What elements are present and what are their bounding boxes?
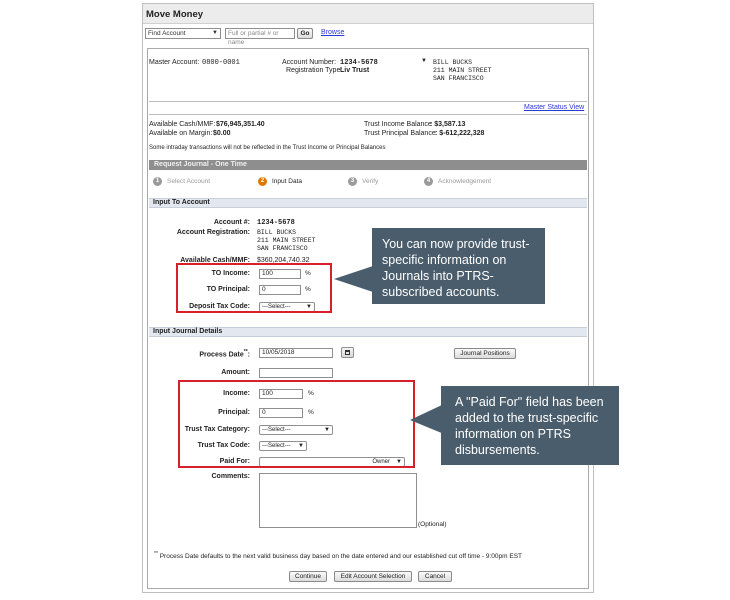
divider (149, 101, 587, 102)
trust-tax-code-value: ---Select--- (262, 443, 291, 449)
account-number-field-label: Account #: (213, 219, 250, 226)
input-to-account-heading: Input To Account (149, 198, 587, 208)
deposit-tax-code-value: ---Select--- (262, 304, 291, 310)
title-bar (143, 4, 593, 24)
trust-tax-category-value: ---Select--- (262, 427, 291, 433)
income-label: Income: (223, 390, 250, 397)
registration-line-3: SAN FRANCISCO (257, 245, 308, 252)
step-3-icon: 3 (348, 177, 357, 186)
trust-tax-code-label: Trust Tax Code: (197, 442, 250, 449)
optional-label: (Optional) (418, 521, 447, 528)
registration-line-2: 211 MAIN STREET (257, 237, 316, 244)
principal-percent: % (308, 409, 314, 416)
amount-input[interactable] (259, 368, 333, 378)
footnote-text: Process Date defaults to the next valid business day based on the date entered and our established cut off time - 9:00pm EST (159, 553, 523, 561)
chevron-down-icon: ▼ (324, 427, 330, 433)
account-search-placeholder: Full or partial # or name (228, 30, 279, 46)
to-principal-input[interactable]: 0 (259, 285, 301, 295)
available-margin-label: Available on Margin: (149, 130, 213, 137)
principal-input[interactable]: 0 (259, 408, 303, 418)
trust-tax-category-label: Trust Tax Category: (184, 426, 250, 433)
journal-panel (147, 48, 589, 589)
account-registration-label: Account Registration: (176, 229, 250, 236)
find-account-select-value: Find Account (148, 30, 186, 37)
to-income-label: TO Income: (211, 270, 250, 277)
address-line-3: SAN FRANCISCO (433, 75, 484, 82)
cancel-button[interactable]: Cancel (418, 571, 452, 582)
footnote-mark: ** (154, 551, 158, 557)
journal-positions-button[interactable]: Journal Positions (454, 348, 516, 359)
available-cash-field-value: $360,204,740.32 (257, 257, 310, 264)
to-income-input[interactable]: 100 (259, 269, 301, 279)
divider (149, 114, 587, 115)
step-1-icon: 1 (153, 177, 162, 186)
input-journal-details-heading: Input Journal Details (149, 327, 587, 337)
trust-principal-value: : $-612,222,328 (435, 130, 485, 137)
step-2-icon: 2 (258, 177, 267, 186)
address-line-2: 211 MAIN STREET (433, 67, 492, 74)
trust-income-label: Trust Income Balance (364, 121, 432, 128)
income-input[interactable]: 100 (259, 389, 303, 399)
comments-textarea[interactable] (259, 473, 417, 528)
trust-income-value: : $3,587.13 (430, 121, 466, 128)
account-search-input[interactable] (225, 28, 295, 46)
browse-link[interactable]: Browse (321, 29, 345, 36)
step-acknowledgement: Acknowledgement (438, 178, 492, 185)
comments-label: Comments: (211, 473, 250, 480)
process-date-colon: : (247, 351, 250, 359)
available-cash-label: Available Cash/MMF: (149, 121, 216, 128)
income-percent: % (308, 390, 314, 397)
go-button[interactable]: Go (297, 28, 313, 39)
highlight-box-journal-fields (178, 380, 415, 468)
process-date-label (168, 349, 250, 358)
find-account-select[interactable] (145, 28, 221, 39)
registration-line-1: BILL BUCKS (257, 229, 297, 236)
to-principal-percent: % (305, 286, 311, 293)
principal-label: Principal: (218, 409, 250, 416)
process-date-mark: ** (243, 349, 248, 355)
chevron-down-icon: ▼ (306, 304, 312, 310)
available-margin-value: $0.00 (213, 130, 231, 137)
process-date-footnote (154, 551, 522, 560)
to-income-percent: % (305, 270, 311, 277)
intraday-note: Some intraday transactions will not be reflected in the Trust Income or Principal Balances (149, 145, 386, 151)
page-title: Move Money (146, 9, 204, 20)
callout-trust-info: You can now provide trust-specific information on Journals into PTRS-subscribed accounts. (372, 228, 545, 304)
account-dropdown-icon[interactable]: ▼ (421, 58, 427, 64)
process-date-label-text: Process Date (199, 351, 244, 359)
callout-paid-for: A "Paid For" field has been added to the trust-specific information on PTRS disbursements. (441, 386, 619, 465)
step-input-data: Input Data (272, 178, 302, 185)
registration-type-label: Registration Type: (286, 67, 343, 74)
chevron-down-icon: ▼ (396, 459, 402, 465)
paid-for-label: Paid For: (219, 458, 250, 465)
calendar-icon[interactable] (341, 347, 354, 358)
master-account-label: Master Account: (149, 59, 200, 66)
to-principal-label: TO Principal: (206, 286, 250, 293)
paid-for-value: Owner (372, 459, 390, 465)
request-journal-heading: Request Journal - One Time (149, 160, 587, 170)
highlight-box-trust-fields (176, 263, 332, 313)
available-cash-value: $76,945,351.40 (216, 121, 265, 128)
chevron-down-icon: ▼ (298, 443, 304, 449)
step-verify: Verify (362, 178, 379, 185)
continue-button[interactable]: Continue (289, 571, 327, 582)
available-cash-field-label: Available Cash/MMF: (180, 257, 250, 264)
chevron-down-icon: ▼ (212, 30, 218, 36)
amount-label: Amount: (221, 369, 250, 376)
deposit-tax-code-label: Deposit Tax Code: (189, 303, 250, 310)
account-number-field-value: 1234-5678 (257, 219, 295, 227)
registration-type-value: Liv Trust (340, 67, 370, 74)
step-select-account: Select Account (167, 178, 210, 185)
account-number-value: 1234-5678 (340, 59, 378, 67)
account-number-label: Account Number: (282, 59, 337, 66)
edit-account-selection-button[interactable]: Edit Account Selection (334, 571, 412, 582)
address-line-1: BILL BUCKS (433, 59, 473, 66)
step-4-icon: 4 (424, 177, 433, 186)
trust-principal-label: Trust Principal Balance (364, 130, 436, 137)
master-status-view-link[interactable]: Master Status View (524, 104, 585, 111)
master-account-value: 0800-0001 (202, 59, 240, 67)
process-date-input[interactable]: 10/05/2018 (259, 348, 333, 358)
